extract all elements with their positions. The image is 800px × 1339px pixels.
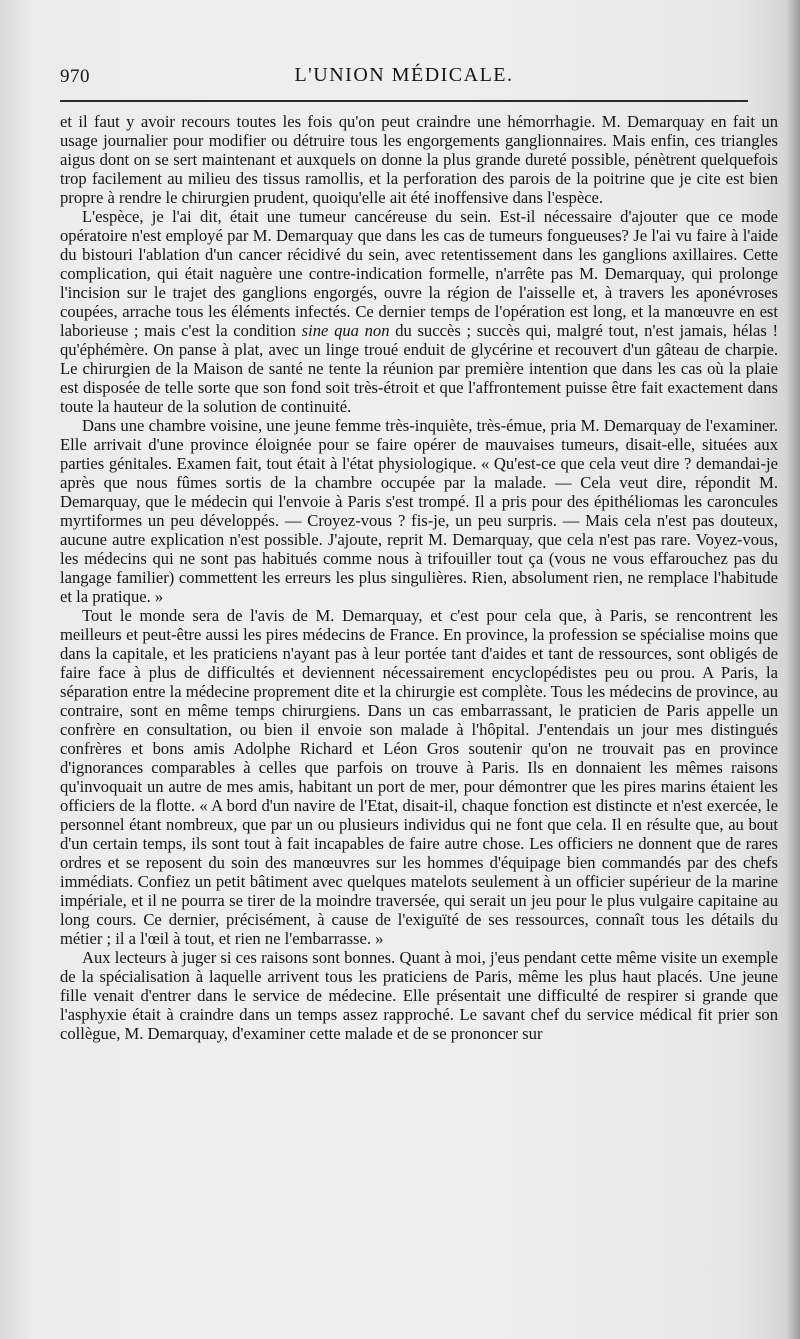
paragraph: [60, 606, 778, 948]
article-body: [60, 112, 778, 1043]
page-binding-shadow: [786, 0, 800, 1339]
paragraph: [60, 948, 778, 1043]
paragraph: [60, 112, 778, 207]
paragraph: [60, 207, 778, 416]
paragraph: [60, 416, 778, 606]
paragraph-text: Dans une chambre voisine, une jeune femme très-inquiète, très-émue, pria M. Demarquay de l'examiner. Elle arrivait d'une province éloignée pour se faire opérer de mauvaises tumeurs, disait-elle, situées aux parties génitales. Examen fait, tout était à l'état physiologique. « Qu'est-ce que cela veut dire ? demandai-je après que nous fûmes sortis de la chambre occupée par la malade. — Cela veut dire, répondit M. Demarquay, que le médecin qui l'envoie à Paris s'est trompé. Il a pris pour des épithéliomas les caroncules myrtiformes un peu développés. — Croyez-vous ? fis-je, un peu surpris. — Mais cela n'est pas douteux, aucune autre explication n'est possible. J'ajoute, reprit M. Demarquay, que cela n'est pas rare. Voyez-vous, les médecins qui ne sont pas habitués comme nous à trifouiller tout ça (vous ne vous effarouchez pas du langage familier) commettent les erreurs les plus singulières. Rien, absolument rien, ne remplace l'habitude et la pratique. »: [60, 416, 778, 606]
paragraph-text: L'espèce, je l'ai dit, était une tumeur cancéreuse du sein. Est-il nécessaire d'ajouter que ce mode opératoire n'est employé par M. Demarquay que dans les cas de tumeurs fongueuses? Je l'ai vu faire à l'aide du bistouri l'ablation d'un cancer récidivé du sein, avec retentissement dans les ganglions axillaires. Cette complication, qui était naguère une contre-indication formelle, n'arrête pas M. Demarquay, qui prolonge l'incision sur le trajet des ganglions engorgés, ouvre la région de l'aisselle et, à travers les aponévroses coupées, arrache tous les éléments infectés. Ce dernier temps de l'opération est long, et la manœuvre en est laborieuse ; mais c'est la condition: [60, 207, 778, 340]
italic-phrase: sine qua non: [301, 321, 390, 340]
paragraph-text: Aux lecteurs à juger si ces raisons sont bonnes. Quant à moi, j'eus pendant cette même visite un exemple de la spécialisation à laquelle arrivent tous les praticiens de Paris, même les plus haut placés. Une jeune fille venait d'entrer dans le service de médecine. Elle présentait une difficulté de respirer si grande que l'asphyxie était à craindre dans un temps assez rapproché. Le savant chef du service médical fit prier son collègue, M. Demarquay, d'examiner cette malade et de se prononcer sur: [60, 948, 778, 1043]
header-rule: [60, 100, 748, 102]
paragraph-text: et il faut y avoir recours toutes les fois qu'on peut craindre une hémorrhagie. M. Demarquay en fait un usage journalier pour modifier ou détruire tous les engorgements ganglionnaires. Mais enfin, ces triangles aigus dont on se sert maintenant et auxquels on donne la plus grande dureté possible, pénètrent quelquefois trop facilement au milieu des tissus ramollis, et la perforation des parois de la poitrine que je cite est bien propre à rendre le chirurgien prudent, quoiqu'elle ait été inoffensive dans l'espèce.: [60, 112, 778, 207]
paragraph-text: Tout le monde sera de l'avis de M. Demarquay, et c'est pour cela que, à Paris, se rencontrent les meilleurs et peut-être aussi les pires médecins de France. En province, la profession se spécialise moins que dans la capitale, et les praticiens n'ayant pas à leur portée tant d'aides et tant de ressources, sont obligés de faire face à plus de difficultés et deviennent nécessairement encyclopédistes peu ou prou. A Paris, la séparation entre la médecine proprement dite et la chirurgie est complète. Tous les médecins de province, au contraire, sont en même temps chirurgiens. Dans un cas embarrassant, le praticien de Paris appelle un confrère en consultation, ou bien il envoie son malade à l'hôpital. J'entendais un jour mes distingués confrères et bons amis Adolphe Richard et Léon Gros soutenir qu'on ne trouvait pas en province d'ignorances comparables à celles que parfois on trouve à Paris. Ils en donnaient les mêmes raisons qu'invoquait un autre de mes amis, habitant un port de mer, pour démontrer que les pires marins étaient les officiers de la flotte. « A bord d'un navire de l'Etat, disait-il, chaque fonction est distincte et n'est exercée, le personnel étant nombreux, que par un ou plusieurs individus qui ne font que cela. Il en résulte que, au bout d'un certain temps, ils sont tout à fait incapables de faire autre chose. Les officiers ne donnent que de rares ordres et se reposent du soin des manœuvres sur les hommes d'équipage bien commandés par des chefs immédiats. Confiez un petit bâtiment avec quelques matelots seulement à un officier supérieur de la marine impériale, et il ne pourra se tirer de la moindre traversée, qui serait un jeu pour le plus vulgaire capitaine au long cours. Ce dernier, précisément, à cause de l'exiguïté de ses ressources, connaît tous les détails du métier ; il a l'œil à tout, et rien ne l'embarrasse. »: [60, 606, 778, 948]
page-number: 970: [60, 66, 90, 87]
page-header: [60, 62, 748, 94]
paragraph-text: du succès ; succès qui, malgré tout, n'est jamais, hélas ! qu'éphémère. On panse à plat, avec un linge troué enduit de glycérine et recouvert d'un gâteau de charpie. Le chirurgien de la Maison de santé ne tente la réunion par première intention que dans les cas où la plaie est disposée de telle sorte que son fond soit très-étroit et que l'affrontement puisse être fait exactement dans toute la hauteur de la solution de continuité.: [60, 321, 778, 416]
running-title: L'UNION MÉDICALE.: [294, 64, 514, 86]
